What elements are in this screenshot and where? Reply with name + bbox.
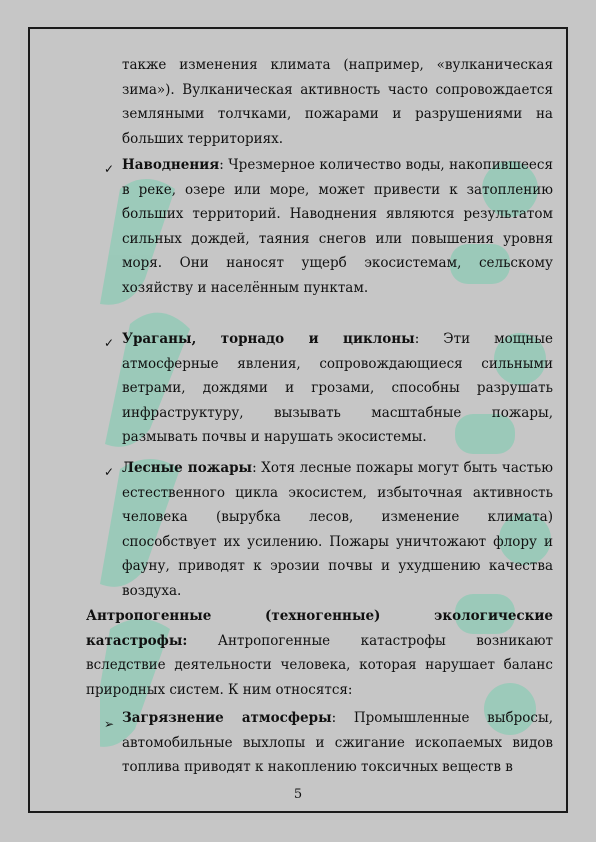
bullet-text: Промышленные выбросы, автомобильные выхлопы и сжигание ископаемых видов топлива приводят к накоплению токсичных веществ в — [122, 710, 553, 776]
bullet-floods — [122, 153, 553, 301]
bullet-title: Загрязнение атмосферы — [122, 710, 332, 726]
bullet-title: Наводнения — [122, 157, 220, 173]
bullet-text: Хотя лесные пожары могут быть частью естественного цикла экосистем, избыточная активность человека (вырубка лесов, изменение климата) способствует их усилению. Пожары уничтожают флору и фауну, приводят к эрозии почвы и ухудшению качества воздуха. — [122, 460, 554, 599]
bullet-hurricanes — [122, 327, 553, 450]
check-icon: ✓ — [104, 162, 115, 176]
bullet-sep: : — [331, 710, 337, 726]
bullet-wildfires — [122, 456, 553, 604]
section-anthropogenic — [86, 604, 553, 702]
bullet-title: Лесные пожары — [122, 460, 253, 476]
section-title: Антропогенные (техногенные) экологические катастрофы: — [86, 608, 553, 649]
section-text: Антропогенные катастрофы возникают вследствие деятельности человека, которая нарушает баланс природных систем. К ним относятся: — [86, 632, 553, 698]
check-icon: ✓ — [104, 336, 115, 350]
bullet-sep: : — [252, 460, 257, 476]
bullet-title: Ураганы, торнадо и циклоны — [122, 331, 415, 347]
arrow-bullet-icon: ➢ — [104, 717, 115, 731]
continuation-paragraph: также изменения климата (например, «вулканическая зима»). Вулканическая активность часто сопровождается земляными толчками, пожарами и разрушениями на больших территориях. — [122, 57, 553, 147]
bullet-air-pollution — [122, 706, 553, 780]
check-icon: ✓ — [104, 465, 115, 479]
bullet-text: Эти мощные атмосферные явления, сопровождающиеся сильными ветрами, дождями и грозами, способны разрушать инфраструктуру, вызывать масштабные пожары, размывать почвы и нарушать экосистемы. — [122, 331, 553, 446]
page — [28, 27, 568, 813]
bullet-sep: : — [219, 157, 224, 173]
bullet-text: Чрезмерное количество воды, накопившееся в реке, озере или море, может привести к затоплению больших территорий. Наводнения являются результатом сильных дождей, таяния снегов или повышения уровня моря. Они наносят ущерб экосистемам, сельскому хозяйству и населённым пунктам. — [122, 157, 553, 296]
page-number: 5 — [293, 787, 303, 802]
bullet-sep: : — [414, 331, 420, 347]
